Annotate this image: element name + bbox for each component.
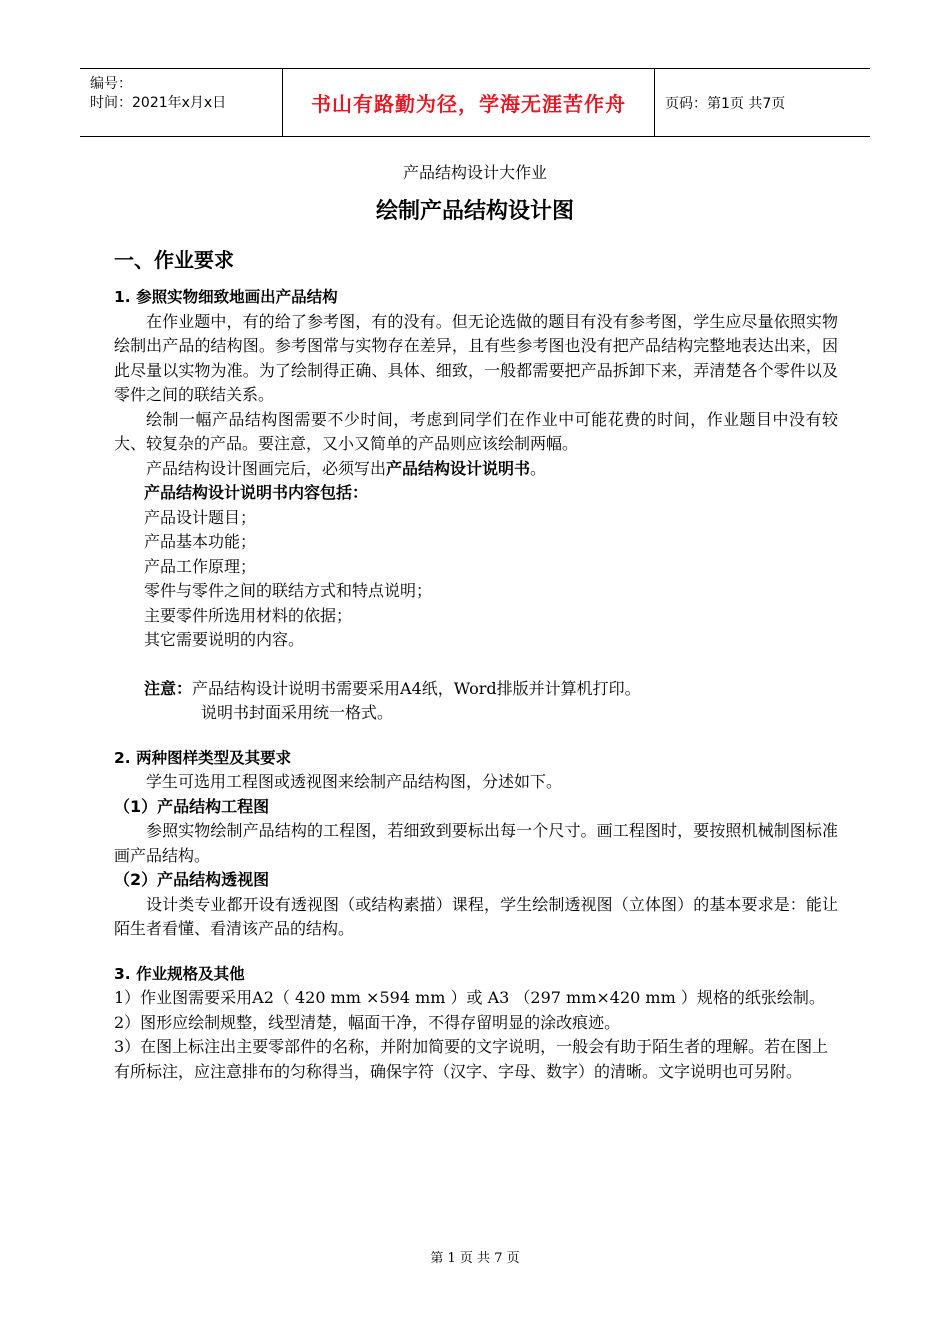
emphasis-text: 产品结构设计说明书 <box>386 458 531 478</box>
text: 。 <box>530 458 547 478</box>
paragraph: 学生可选用工程图或透视图来绘制产品结构图，分述如下。 <box>146 772 563 791</box>
list-item: 其它需要说明的内容。 <box>144 630 305 649</box>
heading-drawing-types: 2. 两种图样类型及其要求 <box>114 748 292 767</box>
list-item: 产品设计题目； <box>144 507 257 527</box>
page-footer: 第 1 页 共 7 页 <box>430 1251 520 1266</box>
subheading-perspective-drawing: （2）产品结构透视图 <box>114 870 270 889</box>
section-heading-requirements: 一、作业要求 <box>114 248 234 272</box>
motto-cell <box>282 69 655 136</box>
heading-draw-structure: 1. 参照实物细致地画出产品结构 <box>114 288 338 306</box>
note-text-2: 说明书封面采用统一格式。 <box>201 703 394 722</box>
heading-specifications: 3. 作业规格及其他 <box>114 964 245 983</box>
page-header <box>80 68 870 137</box>
doc-subtitle: 产品结构设计大作业 <box>402 163 547 182</box>
number-label: 编号： <box>90 76 132 92</box>
header-meta-cell <box>80 69 282 136</box>
list-item: 产品工作原理； <box>144 556 257 576</box>
subheading-engineering-drawing: （1）产品结构工程图 <box>114 796 270 816</box>
page-label: 页码：第1页 共7页 <box>665 95 786 112</box>
doc-body <box>114 245 838 1084</box>
text: 产品结构设计图画完后，必须写出 <box>146 458 387 478</box>
paragraph: 2）图形应绘制规整，线型清楚，幅面干净，不得存留明显的涂改痕迹。 <box>114 1012 621 1032</box>
doc-title: 绘制产品结构设计图 <box>375 199 574 224</box>
note-text: 产品结构设计说明书需要采用A4纸，Word排版并计算机打印。 <box>192 678 641 698</box>
list-title: 产品结构设计说明书内容包括： <box>144 483 369 502</box>
motto-text: 书山有路勤为径，学海无涯苦作舟 <box>311 92 626 116</box>
paragraph: 绘制一幅产品结构图需要不少时间，考虑到同学们在作业中可能花费的时间，作业题目中没有较大、较复杂的产品。要注意，又小又简单的产品则应该绘制两幅。 <box>114 409 838 453</box>
paragraph <box>114 457 838 482</box>
list-item: 产品基本功能； <box>144 532 257 551</box>
paragraph: 在作业题中，有的给了参考图，有的没有。但无论选做的题目有没有参考图，学生应尽量依照实物绘制出产品的结构图。参考图常与实物存在差异，且有些参考图也没有把产品结构完整地表达出来，因此尽量以实物为准。为了绘制得正确、具体、细致，一般都需要把产品拆卸下来，弄清楚各个零件以及零件之间的联结关系。 <box>114 311 838 404</box>
page-number-cell <box>655 69 870 136</box>
paragraph: 3）在图上标注出主要零部件的名称，并附加简要的文字说明，一般会有助于陌生者的理解。若在图上有所标注，应注意排布的匀称得当，确保字符（汉字、字母、数字）的清晰。文字说明也可另附。 <box>114 1037 829 1081</box>
paragraph: 设计类专业都开设有透视图（或结构素描）课程，学生绘制透视图（立体图）的基本要求是：能让陌生者看懂、看清该产品的结构。 <box>114 894 838 938</box>
time-label: 时间：2021年x月x日 <box>90 95 227 111</box>
list-item: 零件与零件之间的联结方式和特点说明； <box>144 581 433 600</box>
note-label: 注意： <box>144 678 193 698</box>
paragraph: 参照实物绘制产品结构的工程图，若细致到要标出每一个尺寸。画工程图时，要按照机械制图标准画产品结构。 <box>114 821 838 865</box>
paragraph: 1）作业图需要采用A2（ 420 mm ×594 mm ）或 A3 （297 mm×420 mm ）规格的纸张绘制。 <box>114 988 825 1007</box>
note-block <box>114 677 838 702</box>
list-item: 主要零件所选用材料的依据； <box>144 605 353 625</box>
